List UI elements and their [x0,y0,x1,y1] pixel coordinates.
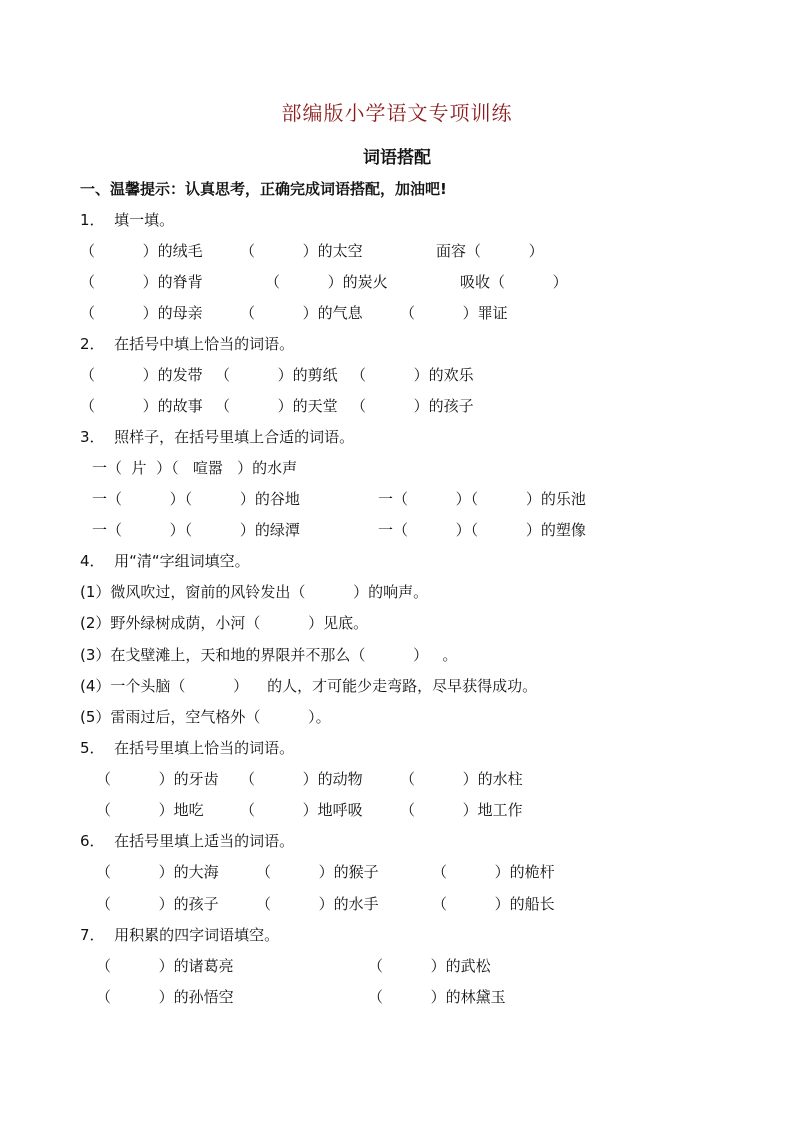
q2-r1-c2: （ ）的剪纸 [215,366,338,384]
q4-item-1: (1）微风吹过，窗前的风铃发出（ ）的响声。 [80,583,429,601]
q5-r2-c1: （ ）地吃 [96,801,204,819]
q6-r1-c2: （ ）的猴子 [256,863,379,881]
q3-r2-c1: 一（ ）（ ）的绿潭 [92,521,300,539]
q4-item-4: (4）一个头脑（ ） 的人，才可能少走弯路，尽早获得成功。 [80,677,538,695]
q6-r2-c2: （ ）的水手 [256,895,379,913]
q5-r1-c1: （ ）的牙齿 [96,770,219,788]
q5-heading: 5． 在括号里填上恰当的词语。 [80,739,295,757]
q6-r1-c3: （ ）的桅杆 [432,863,555,881]
q4-item-5: (5）雷雨过后，空气格外（ ）。 [80,708,331,726]
q3-example: 一（ 片 ）（ 喧嚣 ）的水声 [92,459,298,477]
q4-heading: 4． 用“清“字组词填空。 [80,552,250,570]
q1-heading: 1． 填一填。 [80,211,175,229]
q7-r2-c2: （ ）的林黛玉 [368,988,506,1006]
q5-r2-c3: （ ）地工作 [400,801,523,819]
q5-r2-c2: （ ）地呼吸 [240,801,363,819]
q4-item-2: (2）野外绿树成荫，小河（ ）见底。 [80,614,369,632]
q6-r2-c1: （ ）的孩子 [96,895,219,913]
q1-r2-c1: （ ）的脊背 [80,273,203,291]
q6-heading: 6． 在括号里填上适当的词语。 [80,832,295,850]
q1-r1-c2: （ ）的太空 [240,242,363,260]
q1-r3-c2: （ ）的气息 [240,304,363,322]
q1-r3-c3: （ ）罪证 [400,304,508,322]
q3-r1-c1: 一（ ）（ ）的谷地 [92,490,300,508]
q2-r2-c2: （ ）的天堂 [215,397,338,415]
q7-r1-c2: （ ）的武松 [368,957,491,975]
q4-item-3: (3）在戈壁滩上，天和地的界限并不那么（ ） 。 [80,646,458,664]
q1-r2-c2: （ ）的炭火 [265,273,388,291]
q7-r2-c1: （ ）的孙悟空 [96,988,234,1006]
q3-r1-c2: 一（ ）（ ）的乐池 [378,490,586,508]
q6-r2-c3: （ ）的船长 [432,895,555,913]
q2-heading: 2． 在括号中填上恰当的词语。 [80,335,295,353]
q5-r1-c3: （ ）的水柱 [400,770,523,788]
q2-r2-c1: （ ）的故事 [80,397,203,415]
instruction-text: 一、温馨提示：认真思考，正确完成词语搭配，加油吧! [80,180,447,198]
q6-r1-c1: （ ）的大海 [96,863,219,881]
q7-heading: 7． 用积累的四字词语填空。 [80,926,280,944]
q7-r1-c1: （ ）的诸葛亮 [96,957,234,975]
q3-r2-c2: 一（ ）（ ）的塑像 [378,521,586,539]
q1-r2-c3: 吸收（ ） [460,273,568,291]
page-title: 部编版小学语文专项训练 [281,101,513,125]
q2-r2-c3: （ ）的孩子 [351,397,474,415]
q1-r3-c1: （ ）的母亲 [80,304,203,322]
q1-r1-c1: （ ）的绒毛 [80,242,203,260]
q5-r1-c2: （ ）的动物 [240,770,363,788]
page-subtitle: 词语搭配 [363,148,431,168]
q2-r1-c3: （ ）的欢乐 [351,366,474,384]
q2-r1-c1: （ ）的发带 [80,366,203,384]
q1-r1-c3: 面容（ ） [436,242,544,260]
q3-heading: 3． 照样子，在括号里填上合适的词语。 [80,428,355,446]
